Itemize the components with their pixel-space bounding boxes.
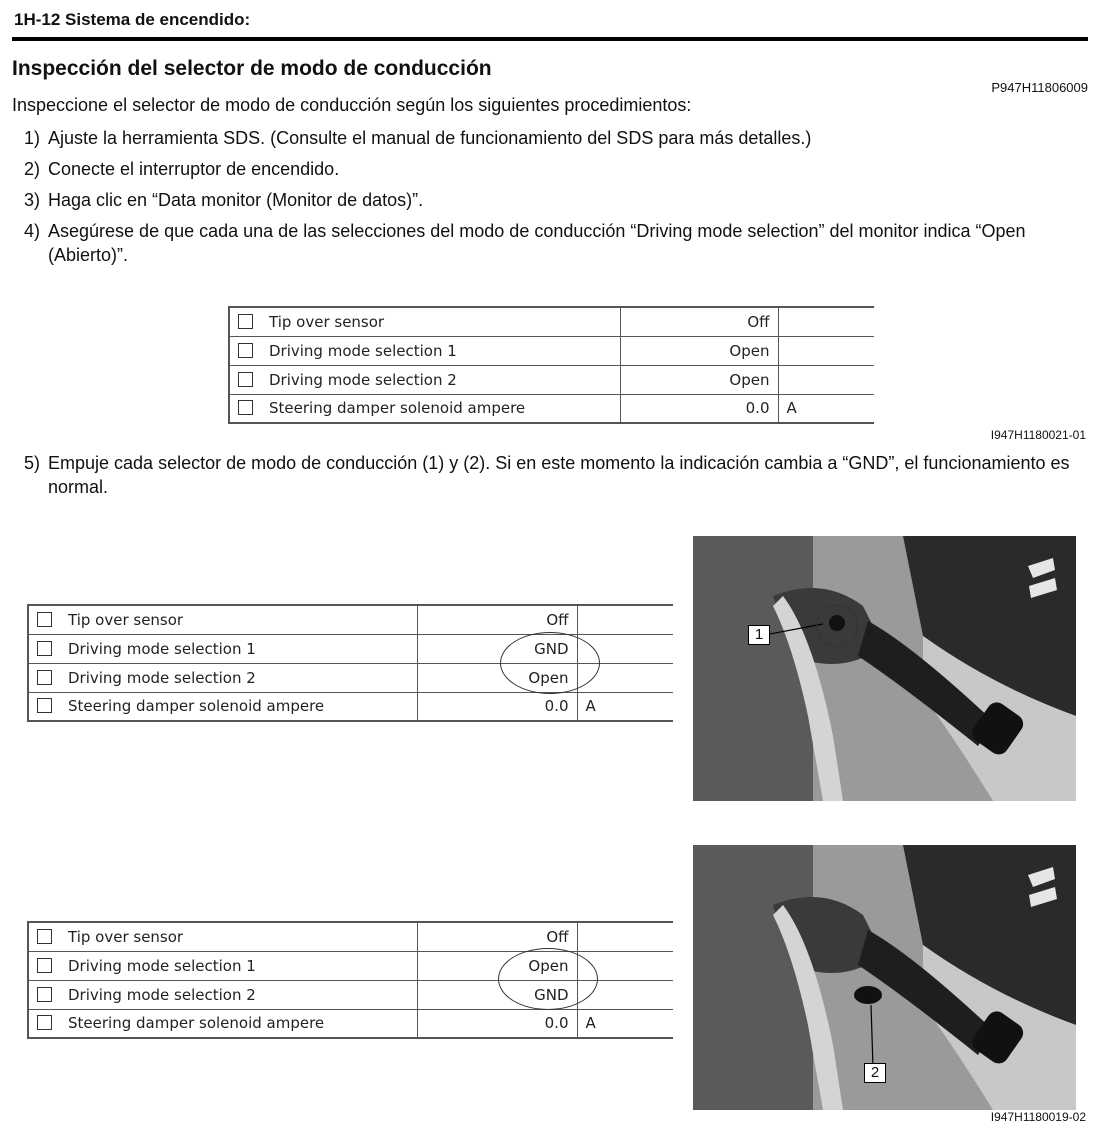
row-value: Open	[417, 951, 577, 980]
row-name: Steering damper solenoid ampere	[269, 399, 526, 418]
table-row	[28, 605, 673, 634]
section-title: Inspección del selector de modo de conducción	[12, 57, 492, 80]
row-unit	[778, 336, 874, 365]
row-unit	[577, 922, 673, 951]
row-value: Off	[417, 605, 577, 634]
row-value: Off	[620, 307, 778, 336]
checkbox-icon[interactable]	[37, 641, 52, 656]
step-text: Empuje cada selector de modo de conducción (1) y (2). Si en este momento la indicación cambia a “GND”, el funcionamiento es normal.	[48, 453, 1070, 497]
table-row	[28, 1009, 673, 1038]
row-value: Open	[620, 336, 778, 365]
step-number: 4)	[24, 221, 41, 241]
step-number: 5)	[24, 453, 41, 473]
row-value: GND	[417, 634, 577, 663]
row-name: Driving mode selection 1	[68, 639, 256, 658]
row-unit	[577, 605, 673, 634]
table-row	[229, 336, 874, 365]
row-unit: A	[577, 1009, 673, 1038]
figure-code: I947H1180021-01	[990, 428, 1086, 442]
callout-label: 2	[864, 1063, 886, 1083]
row-name: Tip over sensor	[269, 312, 385, 331]
row-value: GND	[417, 980, 577, 1009]
checkbox-icon[interactable]	[238, 400, 253, 415]
table-row	[229, 394, 874, 423]
page-header	[12, 8, 1088, 41]
row-value: 0.0	[620, 394, 778, 423]
checkbox-icon[interactable]	[37, 698, 52, 713]
highlight-ellipse	[498, 948, 598, 1010]
intro-text: Inspeccione el selector de modo de conducción según los siguientes procedimientos:	[12, 95, 692, 115]
section-code: P947H11806009	[991, 80, 1088, 95]
table-row	[229, 307, 874, 336]
row-name: Steering damper solenoid ampere	[68, 697, 325, 716]
highlight-circle	[816, 605, 858, 647]
data-monitor-table-initial	[228, 306, 874, 424]
row-name: Driving mode selection 2	[68, 985, 256, 1004]
checkbox-icon[interactable]	[37, 929, 52, 944]
handlebar-illustration	[693, 536, 1076, 801]
row-value: Off	[417, 922, 577, 951]
checkbox-icon[interactable]	[37, 1015, 52, 1030]
table-row	[28, 692, 673, 721]
row-name: Steering damper solenoid ampere	[68, 1014, 325, 1033]
callout-label: 1	[748, 625, 770, 645]
step-3	[24, 188, 1074, 212]
step-5	[24, 451, 1084, 499]
step-text: Asegúrese de que cada una de las selecciones del modo de conducción “Driving mode selection” del monitor indica “Open (Abierto)”.	[48, 221, 1026, 265]
row-value: 0.0	[417, 1009, 577, 1038]
checkbox-icon[interactable]	[37, 987, 52, 1002]
row-unit: A	[577, 692, 673, 721]
page-header-title: 1H-12 Sistema de encendido:	[14, 10, 251, 29]
row-value: Open	[620, 365, 778, 394]
step-number: 1)	[24, 128, 41, 148]
checkbox-icon[interactable]	[37, 670, 52, 685]
row-unit	[778, 365, 874, 394]
row-name: Driving mode selection 1	[68, 956, 256, 975]
handlebar-photo-selector-2	[693, 845, 1076, 1110]
step-number: 2)	[24, 159, 41, 179]
row-name: Tip over sensor	[68, 610, 184, 629]
table-row	[28, 922, 673, 951]
checkbox-icon[interactable]	[37, 612, 52, 627]
checkbox-icon[interactable]	[238, 343, 253, 358]
step-2	[24, 157, 1074, 181]
step-number: 3)	[24, 190, 41, 210]
handlebar-photo-selector-1	[693, 536, 1076, 801]
row-unit: A	[778, 394, 874, 423]
step-text: Ajuste la herramienta SDS. (Consulte el manual de funcionamiento del SDS para más detalles.)	[48, 128, 812, 148]
step-4	[24, 219, 1074, 267]
checkbox-icon[interactable]	[37, 958, 52, 973]
row-name: Driving mode selection 2	[269, 370, 457, 389]
step-1	[24, 126, 1074, 150]
checkbox-icon[interactable]	[238, 314, 253, 329]
row-value: 0.0	[417, 692, 577, 721]
step-text: Conecte el interruptor de encendido.	[48, 159, 340, 179]
row-unit	[778, 307, 874, 336]
steps-list	[24, 126, 1074, 274]
row-name: Driving mode selection 1	[269, 341, 457, 360]
row-name: Driving mode selection 2	[68, 668, 256, 687]
figure-code: I947H1180019-02	[990, 1110, 1086, 1124]
row-name: Tip over sensor	[68, 927, 184, 946]
row-value: Open	[417, 663, 577, 692]
table-row	[229, 365, 874, 394]
step-text: Haga clic en “Data monitor (Monitor de datos)”.	[48, 190, 424, 210]
checkbox-icon[interactable]	[238, 372, 253, 387]
highlight-ellipse	[500, 632, 600, 694]
